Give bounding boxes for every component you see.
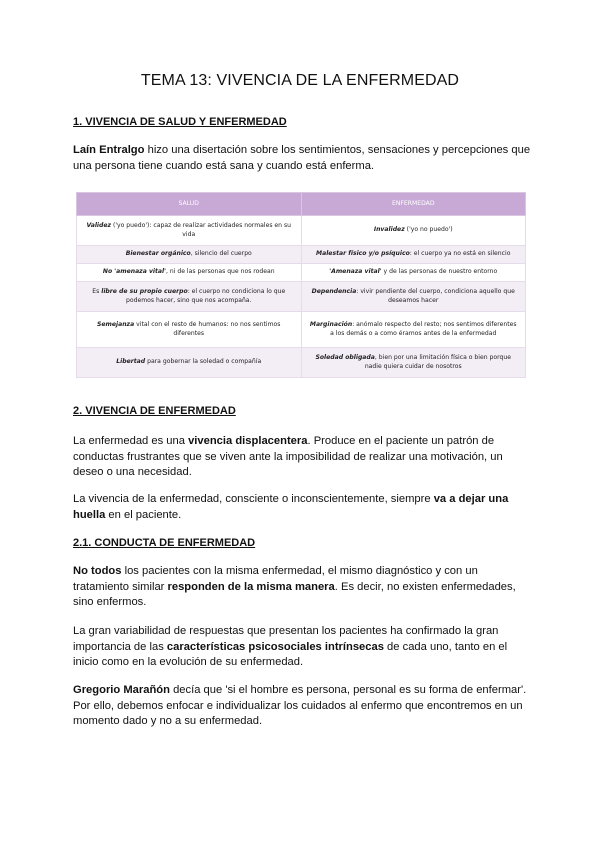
- cell-prefix: Es: [92, 288, 102, 296]
- cell-keyword: 'Amenaza vital': [329, 268, 382, 276]
- enfermedad-cell: [301, 312, 526, 348]
- paragraph-text: en el paciente.: [105, 508, 182, 521]
- cell-keyword: No 'amenaza vital': [102, 268, 166, 276]
- salud-cell: [77, 216, 302, 246]
- table-row: [77, 282, 526, 312]
- cell-text: : anómalo respecto del resto; nos sentimos diferentes a los demás o a como éramos antes de la enfermedad: [330, 321, 517, 337]
- paragraph-text: hizo una disertación sobre los sentimientos, sensaciones y percepciones que una persona tiene cuando está sana y cuando está enferma.: [73, 144, 531, 172]
- enfermedad-cell: [301, 282, 526, 312]
- table-row: [77, 348, 526, 378]
- paragraph-text: de cada uno, tanto en el inicio como en la evolución de su enfermedad.: [73, 640, 508, 669]
- cell-text: ('yo puedo'): capaz de realizar actividades normales en su vida: [111, 222, 292, 238]
- section-2-paragraph-2: [73, 492, 533, 523]
- section-1-paragraph: [73, 143, 533, 174]
- cell-text: , bien por una limitación física o bien porque nadie quiera cuidar de nosotros: [364, 354, 512, 370]
- health-illness-table: [76, 192, 526, 378]
- salud-cell: [77, 246, 302, 264]
- cell-keyword: Bienestar orgánico: [125, 250, 191, 258]
- cell-keyword: Semejanza: [97, 321, 135, 329]
- table-row: [77, 216, 526, 246]
- salud-cell: [77, 348, 302, 378]
- cell-keyword: libre de su propio cuerpo: [101, 288, 188, 296]
- emphasis-text: va a dejar una huella: [73, 493, 509, 521]
- enfermedad-cell: [301, 246, 526, 264]
- paragraph-text: . Produce en el paciente un patrón de conductas frustrantes que se viven ante la imposibilidad de realizar una motivación, un deseo o una necesidad.: [73, 435, 503, 479]
- cell-keyword: Invalidez: [373, 226, 405, 234]
- table-header-enfermedad: ENFERMEDAD: [301, 193, 526, 216]
- cell-keyword: Validez: [86, 222, 112, 230]
- cell-keyword: Soledad obligada: [315, 354, 375, 362]
- document-title: TEMA 13: VIVENCIA DE LA ENFERMEDAD: [140, 72, 460, 89]
- enfermedad-cell: [301, 264, 526, 282]
- cell-text: : el cuerpo ya no está en silencio: [409, 250, 511, 258]
- table-row: [77, 312, 526, 348]
- section-2-1-paragraph-2: [73, 624, 533, 671]
- cell-keyword: Libertad: [116, 358, 146, 366]
- paragraph-text: decía que 'si el hombre es persona, personal es su forma de enfermar'. Por ello, debemos enfocar e individualizar los cuidados al enfermo que encontremos en un momento dado y no a su enfermedad.: [73, 684, 527, 728]
- author-name: Laín Entralgo: [73, 144, 145, 156]
- section-2-1-heading: 2.1. CONDUCTA DE ENFERMEDAD: [73, 537, 256, 549]
- paragraph-text: La enfermedad es una: [73, 435, 189, 447]
- section-2-1-paragraph-1: [73, 564, 533, 611]
- section-1-heading: 1. VIVENCIA DE SALUD Y ENFERMEDAD: [73, 116, 287, 128]
- emphasis-text: características psicosociales intrínsecas: [166, 640, 384, 653]
- section-2-paragraph-1: [73, 434, 533, 481]
- emphasis-text: responden de la misma manera: [167, 580, 335, 593]
- author-name: Gregorio Marañón: [73, 684, 170, 696]
- cell-text: ('yo no puedo'): [404, 226, 453, 234]
- cell-text: : vivir pendiente del cuerpo, condiciona aquello que deseamos hacer: [356, 288, 515, 304]
- cell-keyword: Dependencia: [311, 288, 357, 296]
- section-2-heading: 2. VIVENCIA DE ENFERMEDAD: [73, 405, 236, 417]
- cell-text: y de las personas de nuestro entorno: [381, 268, 498, 276]
- section-2-1-paragraph-3: [73, 683, 533, 730]
- enfermedad-cell: [301, 216, 526, 246]
- paragraph-text: La gran variabilidad de respuestas que presentan los pacientes ha confirmado la gran importancia de las: [73, 625, 499, 653]
- cell-keyword: Marginación: [309, 321, 353, 329]
- cell-text: , ni de las personas que nos rodean: [166, 268, 275, 276]
- cell-text: : el cuerpo no condiciona lo que podemos hacer, sino que nos acompaña.: [126, 288, 286, 304]
- paragraph-text: . Es decir, no existen enfermedades, sino enfermos.: [73, 580, 516, 609]
- table-header-salud: SALUD: [77, 193, 302, 216]
- emphasis-text: vivencia displacentera: [188, 435, 308, 447]
- emphasis-text: No todos: [73, 565, 122, 577]
- paragraph-text: los pacientes con la misma enfermedad, el mismo diagnóstico y con un tratamiento similar: [73, 565, 478, 593]
- enfermedad-cell: [301, 348, 526, 378]
- salud-cell: [77, 282, 302, 312]
- cell-text: para gobernar la soledad o compañía: [145, 358, 262, 366]
- cell-text: vital con el resto de humanos: no nos sentimos diferentes: [134, 321, 281, 337]
- table-row: [77, 246, 526, 264]
- salud-cell: [77, 312, 302, 348]
- cell-text: , silencio del cuerpo: [190, 250, 252, 258]
- paragraph-text: La vivencia de la enfermedad, consciente o inconscientemente, siempre: [73, 493, 434, 505]
- salud-cell: [77, 264, 302, 282]
- cell-keyword: Malestar físico y/o psíquico: [316, 250, 410, 258]
- table-row: [77, 264, 526, 282]
